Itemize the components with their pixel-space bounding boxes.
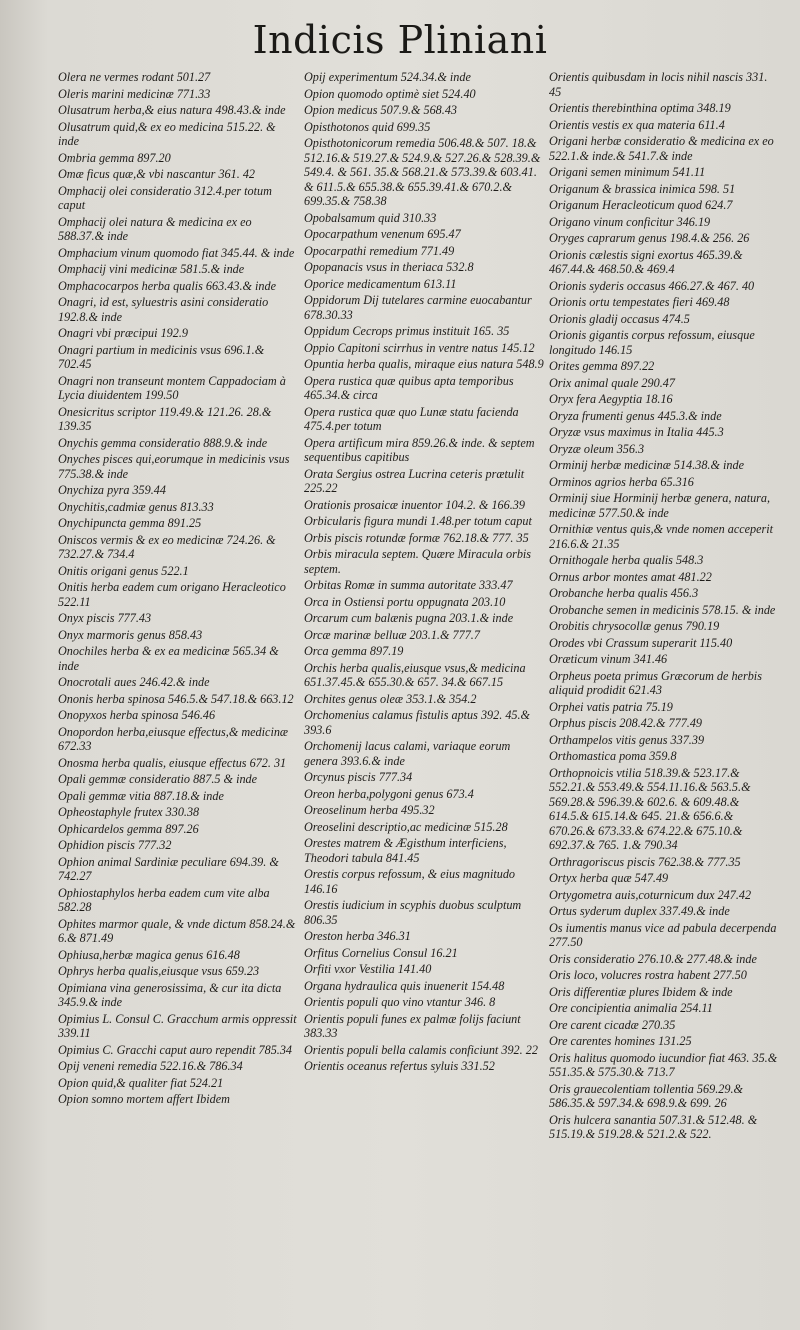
index-entry: Opuntia herba qualis, miraque eius natura 548.9 [304, 357, 544, 371]
index-entry: Opisthotonicorum remedia 506.48.& 507. 18.& 512.16.& 519.27.& 524.9.& 527.26.& 528.39.& 549.4. & 561. 35.& 568.21.& 573.39.& 603.41. & 611.5.& 655.38.& 655.39.41.& 670.2.& 699.35.& 758.38 [304, 136, 541, 208]
index-entry: Ombria gemma 897.20 [58, 150, 171, 165]
index-entry: Onychipuncta gemma 891.25 [58, 516, 202, 530]
index-entry: Omæ ficus quæ,& vbi nascantur 361. 42 [58, 167, 256, 181]
index-entry: Orchites genus oleæ 353.1.& 354.2 [304, 691, 477, 706]
index-entry: Oræticum vinum 341.46 [549, 652, 668, 666]
index-entry: Oppio Capitoni scirrhus in ventre natus 145.12 [304, 340, 535, 355]
index-entry: Opocarpathi remedium 771.49 [304, 243, 455, 258]
index-entry: Opion quomodo optimè siet 524.40 [304, 86, 476, 101]
index-entry: Origanum & brassica inimica 598. 51 [549, 181, 736, 196]
index-entry: Orchomenij lacus calami, variaque eorum genera 393.6.& inde [304, 739, 511, 768]
index-entry: Oniscos vermis & ex eo medicinæ 724.26. & 732.27.& 734.4 [58, 532, 276, 561]
index-entry: Orminij siue Horminij herbæ genera, natura, medicinæ 577.50.& inde [549, 491, 771, 520]
index-entry: Orchomenius calamus fistulis aptus 392. 45.& 393.6 [304, 708, 531, 737]
index-entry: Opera rustica quæ quibus apta temporibus 465.34.& circa [304, 373, 514, 402]
index-entry: Orata Sergius ostrea Lucrina ceteris prætulit 225.22 [304, 466, 525, 495]
index-entry: Opimius C. Gracchi caput auro rependit 785.34 [58, 1042, 293, 1057]
index-entry: Oreoselini descriptio,ac medicinæ 515.28 [304, 819, 508, 834]
index-entry: Oporice medicamentum 613.11 [304, 276, 457, 291]
index-entry: Os iumentis manus vice ad pabula decerpenda 277.50 [549, 920, 777, 949]
index-entry: Orbis piscis rotundæ formæ 762.18.& 777. 35 [304, 530, 529, 545]
index-entry: Onyx piscis 777.43 [58, 611, 152, 625]
index-entry: Orcæ marinæ belluæ 203.1.& 777.7 [304, 627, 480, 642]
index-entry: Orthragoriscus piscis 762.38.& 777.35 [549, 854, 741, 869]
index-entry: Origani herbæ consideratio & medicina ex eo 522.1.& inde.& 541.7.& inde [549, 134, 774, 163]
index-entry: Omphacij vini medicinæ 581.5.& inde [58, 262, 245, 276]
index-entry: Onosma herba qualis, eiusque effectus 672. 31 [58, 755, 287, 770]
index-entry: Orcarum cum balænis pugna 203.1.& inde [304, 611, 514, 625]
index-entry: Onopyxos herba spinosa 546.46 [58, 708, 216, 722]
index-entry: Onagri non transeunt montem Cappadociam à Lycia diuidentem 199.50 [58, 373, 286, 402]
index-entry: Ornus arbor montes amat 481.22 [549, 569, 712, 584]
index-entry: Onagri vbi præcipui 192.9 [58, 326, 188, 340]
index-entry: Opimius L. Consul C. Gracchum armis oppressit 339.11 [58, 1011, 297, 1040]
index-entry: Ophion animal Sardiniæ peculiare 694.39. & 742.27 [58, 854, 279, 883]
index-entry: Orthomastica poma 359.8 [549, 749, 677, 763]
index-entry: Orfiti vxor Vestilia 141.40 [304, 962, 432, 976]
index-entry: Onocrotali aues 246.42.& inde [58, 675, 210, 689]
index-entry: Origano vinum conficitur 346.19 [549, 214, 711, 229]
index-entry: Oreon herba,polygoni genus 673.4 [304, 786, 474, 801]
index-column-2 [304, 70, 544, 1076]
index-entry: Ophites marmor quale, & vnde dictum 858.24.& 6.& 871.49 [58, 916, 296, 945]
index-entry: Ophiusa,herbæ magica genus 616.48 [58, 947, 240, 962]
index-entry: Ortus syderum duplex 337.49.& inde [549, 904, 730, 918]
index-entry: Orcynus piscis 777.34 [304, 770, 413, 784]
index-entry: Orca in Ostiensi portu oppugnata 203.10 [304, 594, 506, 609]
index-entry: Orminos agrios herba 65.316 [549, 474, 694, 489]
index-entry: Onyx marmoris genus 858.43 [58, 627, 203, 642]
index-entry: Ortygometra auis,coturnicum dux 247.42 [549, 887, 752, 902]
index-column-3 [549, 70, 781, 1144]
index-entry: Orionis syderis occasus 466.27.& 467. 40 [549, 278, 755, 293]
index-entry: Olusatrum herba,& eius natura 498.43.& inde [58, 103, 286, 117]
index-entry: Oris grauecolentiam tollentia 569.29.& 586.35.& 597.34.& 698.9.& 699. 26 [549, 1081, 743, 1110]
index-entry: Orientis quibusdam in locis nihil nascis 331. 45 [549, 70, 768, 99]
index-entry: Oreston herba 346.31 [304, 929, 411, 943]
index-entry: Orbis miracula septem. Quære Miracula orbis septem. [304, 547, 532, 576]
index-entry: Orionis ortu tempestates fieri 469.48 [549, 295, 730, 309]
index-entry: Ophiostaphylos herba eadem cum vite alba 582.28 [58, 885, 270, 914]
index-entry: Oryza frumenti genus 445.3.& inde [549, 408, 722, 423]
index-entry: Ore carentes homines 131.25 [549, 1034, 692, 1048]
index-entry: Ononis herba spinosa 546.5.& 547.18.& 663.12 [58, 691, 294, 706]
index-entry: Opimiana vina generosissima, & cur ita dicta 345.9.& inde [58, 980, 282, 1009]
index-entry: Ortyx herba quæ 547.49 [549, 871, 669, 885]
index-entry: Ore carent cicadæ 270.35 [549, 1017, 676, 1032]
index-entry: Orobanche herba qualis 456.3 [549, 586, 699, 600]
index-entry: Opion quid,& qualiter fiat 524.21 [58, 1075, 224, 1090]
index-entry: Orobanche semen in medicinis 578.15. & inde [549, 602, 776, 617]
index-entry: Oryzæ oleum 356.3 [549, 441, 645, 456]
running-header: Indicis Pliniani [252, 18, 548, 62]
index-entry: Orestes matrem & Ægisthum interficiens, Theodori tabula 841.45 [304, 836, 507, 865]
index-entry: Onopordon herba,eiusque effectus,& medicinæ 672.33 [58, 724, 289, 753]
index-entry: Omphacij olei consideratio 312.4.per totum caput [58, 183, 272, 212]
index-entry: Onychiza pyra 359.44 [58, 483, 166, 497]
index-entry: Ophrys herba qualis,eiusque vsus 659.23 [58, 964, 260, 978]
index-entry: Orfitus Cornelius Consul 16.21 [304, 945, 458, 960]
index-entry: Oris hulcera sanantia 507.31.& 512.48. & 515.19.& 519.28.& 521.2.& 522. [549, 1112, 758, 1141]
index-entry: Orites gemma 897.22 [549, 359, 655, 373]
index-entry: Ornithogale herba qualis 548.3 [549, 553, 704, 567]
index-entry: Ore concipientia animalia 254.11 [549, 1001, 713, 1015]
index-entry: Oris differentiæ plures Ibidem & inde [549, 984, 733, 999]
index-entry: Ornithiæ ventus quis,& vnde nomen acceperit 216.6.& 21.35 [549, 522, 774, 551]
index-entry: Olusatrum quid,& ex eo medicina 515.22. & inde [58, 119, 276, 148]
index-entry: Onitis origani genus 522.1 [58, 563, 189, 578]
index-entry: Opion somno mortem affert Ibidem [58, 1092, 230, 1106]
index-entry: Oryges caprarum genus 198.4.& 256. 26 [549, 231, 750, 245]
index-entry: Orminij herbæ medicinæ 514.38.& inde [549, 458, 744, 472]
index-entry: Orbitas Romæ in summa autoritate 333.47 [304, 578, 513, 592]
index-entry: Orionis gladij occasus 474.5 [549, 311, 690, 326]
index-entry: Oryzæ vsus maximus in Italia 445.3 [549, 425, 724, 439]
index-entry: Oris halitus quomodo iucundior fiat 463. 35.& 551.35.& 575.30.& 713.7 [549, 1050, 778, 1079]
index-entry: Ophidion piscis 777.32 [58, 838, 172, 852]
index-entry: Onesicritus scriptor 119.49.& 121.26. 28.& 139.35 [58, 404, 272, 433]
index-entry: Opobalsamum quid 310.33 [304, 210, 437, 225]
index-entry: Orionis gigantis corpus refossum, eiusque longitudo 146.15 [549, 328, 755, 357]
index-entry: Orodes vbi Crassum superarit 115.40 [549, 635, 733, 650]
index-entry: Orthopnoicis vtilia 518.39.& 523.17.& 552.21.& 553.49.& 554.11.16.& 563.5.& 569.28.& 596.39.& 602.6. & 609.48.& 614.5.& 615.14.& 645. 21.& 656.6.& 670.26.& 673.33.& 674.22.& 675.10.& 692.37.& 765. 1.& 790.34 [549, 765, 751, 852]
index-entry: Oleris marini medicinæ 771.33 [58, 86, 211, 101]
index-entry: Orientis populi quo vino vtantur 346. 8 [304, 995, 496, 1009]
index-entry: Orthampelos vitis genus 337.39 [549, 732, 705, 747]
index-entry: Orphus piscis 208.42.& 777.49 [549, 716, 703, 730]
index-entry: Orestis corpus refossum, & eius magnitudo 146.16 [304, 867, 516, 896]
index-entry: Orientis oceanus refertus syluis 331.52 [304, 1059, 495, 1073]
index-entry: Orphei vatis patria 75.19 [549, 699, 673, 714]
index-entry: Orchis herba qualis,eiusque vsus,& medicina 651.37.45.& 655.30.& 657. 34.& 667.15 [304, 660, 526, 689]
index-entry: Orientis therebinthina optima 348.19 [549, 101, 731, 115]
index-entry: Onagri, id est, syluestris asini consideratio 192.8.& inde [58, 295, 269, 324]
index-entry: Oris consideratio 276.10.& 277.48.& inde [549, 951, 757, 966]
index-entry: Opij veneni remedia 522.16.& 786.34 [58, 1059, 243, 1073]
index-entry: Onychis gemma consideratio 888.9.& inde [58, 435, 268, 450]
index-entry: Onitis herba eadem cum origano Heracleotico 522.11 [58, 580, 286, 609]
index-entry: Onochiles herba & ex ea medicinæ 565.34 & inde [58, 644, 279, 673]
index-entry: Opali gemmæ vitia 887.18.& inde [58, 788, 224, 803]
index-entry: Orpheus poeta primus Græcorum de herbis aliquid prodidit 621.43 [549, 668, 762, 697]
index-entry: Oris loco, volucres rostra habent 277.50 [549, 968, 747, 982]
index-entry: Opion medicus 507.9.& 568.43 [304, 103, 458, 117]
index-entry: Oryx fera Aegyptia 18.16 [549, 392, 673, 406]
index-entry: Organa hydraulica quis inuenerit 154.48 [304, 978, 505, 993]
index-entry: Opij experimentum 524.34.& inde [304, 70, 471, 84]
index-entry: Origani semen minimum 541.11 [549, 165, 706, 179]
index-entry: Orientis populi bella calamis conficiunt 392. 22 [304, 1042, 538, 1057]
index-entry: Onagri partium in medicinis vsus 696.1.& 702.45 [58, 342, 265, 371]
index-entry: Oppidorum Dij tutelares carmine euocabantur 678.30.33 [304, 293, 532, 322]
index-entry: Orestis iudicium in scyphis duobus sculptum 806.35 [304, 898, 522, 927]
index-entry: Ophicardelos gemma 897.26 [58, 821, 199, 836]
index-entry: Opisthotonos quid 699.35 [304, 119, 431, 134]
index-entry: Opocarpathum venenum 695.47 [304, 227, 461, 241]
index-entry: Orientis vestis ex qua materia 611.4 [549, 117, 725, 132]
index-entry: Orobitis chrysocollæ genus 790.19 [549, 619, 720, 633]
index-entry: Olera ne vermes rodant 501.27 [58, 70, 211, 84]
index-entry: Opali gemmæ consideratio 887.5 & inde [58, 772, 258, 786]
index-entry: Opopanacis vsus in theriaca 532.8 [304, 260, 474, 274]
index-entry: Omphacium vinum quomodo fiat 345.44. & inde [58, 245, 295, 260]
index-entry: Opera artificum mira 859.26.& inde. & septem sequentibus capitibus [304, 435, 535, 464]
index-entry: Opheostaphyle frutex 330.38 [58, 805, 200, 819]
index-entry: Orca gemma 897.19 [304, 644, 404, 658]
index-entry: Omphacocarpos herba qualis 663.43.& inde [58, 278, 277, 293]
index-entry: Orionis cælestis signi exortus 465.39.& 467.44.& 468.50.& 469.4 [549, 247, 743, 276]
index-entry: Oppidum Cecrops primus instituit 165. 35 [304, 324, 510, 338]
index-entry: Orientis populi funes ex palmæ folijs faciunt 383.33 [304, 1011, 521, 1040]
index-column-1 [58, 70, 298, 1109]
index-entry: Onychitis,cadmiæ genus 813.33 [58, 499, 214, 514]
index-entry: Orix animal quale 290.47 [549, 375, 675, 390]
index-entry: Orationis prosaicæ inuentor 104.2. & 166.39 [304, 497, 525, 512]
index-entry: Omphacij olei natura & medicina ex eo 588.37.& inde [58, 214, 252, 243]
index-entry: Orbicularis figura mundi 1.48.per totum caput [304, 514, 532, 528]
index-entry: Onyches pisces qui,eorumque in medicinis vsus 775.38.& inde [58, 452, 290, 481]
index-entry: Origanum Heracleoticum quod 624.7 [549, 198, 733, 212]
index-entry: Oreoselinum herba 495.32 [304, 803, 435, 817]
index-entry: Opera rustica quæ quo Lunæ statu facienda 475.4.per totum [304, 404, 519, 433]
